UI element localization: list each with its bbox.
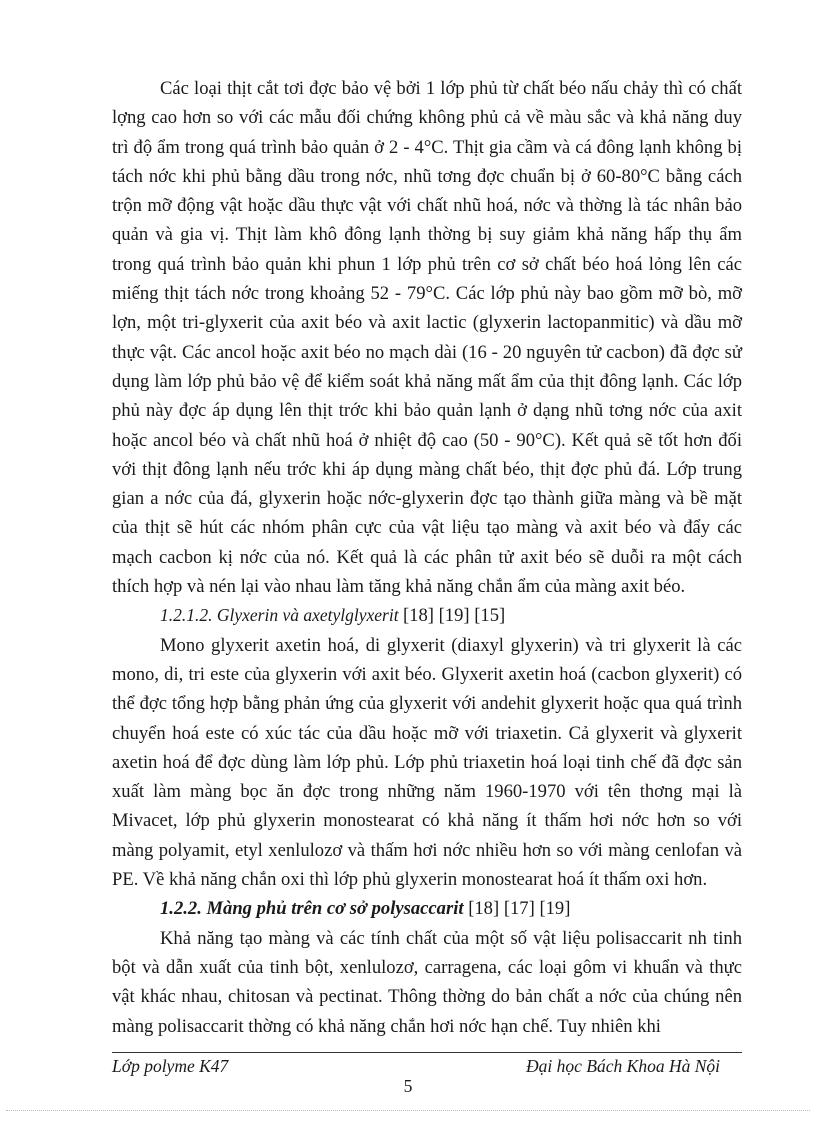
section-references: [18] [19] [15]	[402, 605, 506, 627]
section-title: 1.2.1.2. Glyxerin và axetylglyxerit	[160, 605, 399, 626]
footer-class-name: Lớp polyme K47	[112, 1056, 229, 1076]
section-heading-1-2-2	[112, 894, 742, 923]
footer-divider	[112, 1052, 742, 1053]
section-references: [18] [17] [19]	[468, 898, 571, 920]
document-body	[112, 74, 742, 1041]
section-heading-1-2-1-2	[112, 601, 742, 630]
page-number: 5	[403, 1076, 413, 1096]
paragraph-polysaccarit: Khả năng tạo màng và các tính chất của một số vật liệu polisaccarit nh tinh bột và dẫn xuất của tinh bột, xenlulozơ, carragena, các loại gôm vi khuẩn và thực vật khác nhau, chitosan và pectinat. Thông thờng do bản chất a nớc của chúng nên màng polisaccarit thờng có khả năng chắn hơi nớc hạn chế. Tuy nhiên khi	[112, 927, 742, 1037]
footer-university: Đại học Bách Khoa Hà Nội	[526, 1056, 720, 1076]
paragraph-glyxerit: Mono glyxerit axetin hoá, di glyxerit (diaxyl glyxerin) và tri glyxerit là các mono, di, tri este của glyxerin với axit béo. Glyxerit axetin hoá (cacbon glyxerit) có thể đợc tổng hợp bằng phản ứng của glyxerit với andehit glyxerit hoặc qua quá trình chuyển hoá este có xúc tác của dầu hoặc mỡ với triaxetin. Cả glyxerit và glyxerit axetin hoá để đợc dùng làm lớp phủ. Lớp phủ triaxetin hoá loại tinh chế đã đợc sản xuất làm màng bọc ăn đợc trong những năm 1960-1970 với tên thơng mại là Mivacet, lớp phủ glyxerin monostearat có khả năng ít thấm hơi nớc hơn so với màng polyamit, etyl xenlulozơ và thấm hơi nớc nhiều hơn so với màng cenlofan và PE. Về khả năng chắn oxi thì lớp phủ glyxerin monostearat hoá ít thấm oxi hơn.	[112, 634, 742, 891]
page-border	[6, 1110, 810, 1111]
section-title: 1.2.2. Màng phủ trên cơ sở polysaccarit	[160, 898, 464, 920]
paragraph-meat-coating: Các loại thịt cắt tơi đợc bảo vệ bởi 1 lớp phủ từ chất béo nấu chảy thì có chất lợng cao hơn so với các mẫu đối chứng không phủ cả về màu sắc và khả năng duy trì độ ẩm trong quá trình bảo quản ở 2 - 4°C. Thịt gia cầm và cá đông lạnh không bị tách nớc khi phủ bằng dầu trong nớc, nhũ tơng đợc chuẩn bị ở 60-80°C bằng cách trộn mỡ động vật hoặc dầu thực vật với chất nhũ hoá, nớc và thờng là tác nhân bảo quản và gia vị. Thịt làm khô đông lạnh thờng bị suy giảm khả năng hấp thụ ẩm trong quá trình bảo quản khi phun 1 lớp phủ trên cơ sở chất béo hoá lỏng lên các miếng thịt tách nớc trong khoảng 52 - 79°C. Các lớp phủ này bao gồm mỡ bò, mỡ lợn, một tri-glyxerit của axit béo và axit lactic (glyxerin lactopanmitic) và dầu mỡ thực vật. Các ancol hoặc axit béo no mạch dài (16 - 20 nguyên tử cacbon) đã đợc sử dụng làm lớp phủ bảo vệ để kiểm soát khả năng mất ẩm của thịt đông lạnh. Các lớp phủ này đợc áp dụng lên thịt trớc khi bảo quản lạnh ở dạng nhũ tơng nớc của axit hoặc ancol béo và chất nhũ hoá ở nhiệt độ cao (50 - 90°C). Kết quả sẽ tốt hơn đối với thịt đông lạnh nếu trớc khi áp dụng màng chất béo, thịt đợc phủ đá. Lớp trung gian a nớc của đá, glyxerin hoặc nớc-glyxerin đợc tạo thành giữa màng và bề mặt của thịt sẽ hút các nhóm phân cực của vật liệu tạo màng và axit béo và đẩy các mạch cacbon kị nớc của nó. Kết quả là các phân tử axit béo sẽ duỗi ra một cách thích hợp và nén lại vào nhau làm tăng khả năng chắn ẩm của màng axit béo.	[112, 78, 742, 598]
